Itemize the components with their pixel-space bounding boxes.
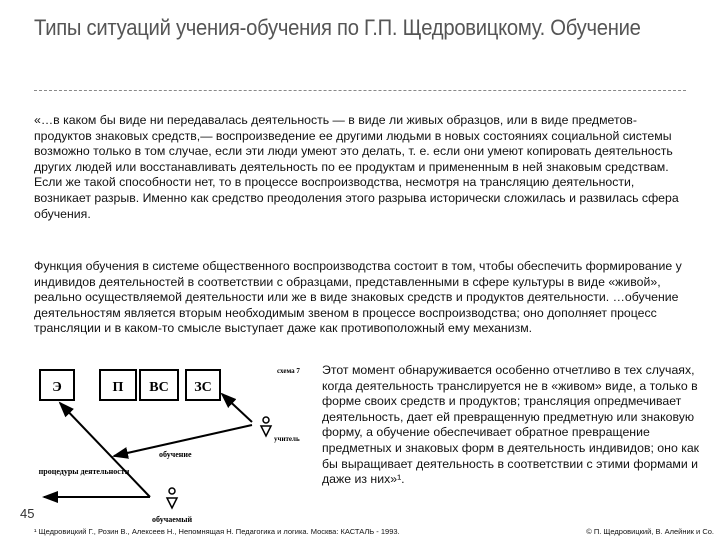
quote-paragraph-1: «…в каком бы виде ни передавалась деятельность — в виде ли живых образцов, или в виде предметов-продуктов знаковых средств,— воспроизведение ее другими людьми в новых состояниях социальной системы возможно только в том случае, если эти люди умеют это делать, т. е. если они умеют копировать деятельность других людей или восстанавливать деятельность по ее продуктам и примененным в ней знаковым средствам. Если же такой способности нет, то в процессе воспроизводства, несмотря на трансляцию деятельности, возникает разрыв. Именно как средство преодоления этого разрыва исторически сложилась и развилась сфера обучения.	[34, 113, 679, 221]
quote-paragraph-2: Функция обучения в системе общественного воспроизводства состоит в том, чтобы обеспечить формирование у индивидов деятельностей в соответствии с образцами, представленными в сфере культуры в виде «живой», реально осуществляемой деятельности или же в виде знаковых средств и продуктов деятельности. …обучение деятельностям является вторым необходимым звеном в процессе воспроизводства; оно дополняет процесс трансляции и в каком-то смысле выступает даже как противоположный ему механизм.	[34, 259, 682, 336]
box-e	[40, 370, 74, 400]
title-divider	[34, 90, 686, 91]
scheme-label: схема 7	[277, 367, 300, 375]
teacher-figure-icon	[261, 417, 271, 436]
svg-text:ВС: ВС	[149, 380, 169, 395]
learner-figure-icon	[167, 488, 177, 508]
copyright: © П. Щедровицкий, В. Алейник и Со.	[586, 527, 714, 536]
svg-text:П: П	[112, 380, 124, 395]
arrow-teacher-to-zs	[222, 394, 252, 422]
scheme-diagram	[22, 358, 322, 528]
learning-label: обучение	[159, 450, 192, 459]
svg-text:ЗС: ЗС	[194, 380, 212, 395]
slide-title: Типы ситуаций учения-обучения по Г.П. Щедровицкому. Обучение	[34, 15, 641, 40]
learner-label: обучаемый	[152, 515, 193, 524]
box-vs	[140, 370, 178, 400]
page-number: 45	[20, 506, 35, 521]
procedures-label: процедуры деятельности	[38, 467, 130, 476]
footnote: ¹ Щедровицкий Г., Розин В., Алексеев Н., Непомнящая Н. Педагогика и логика. Москва: КАСТАЛЬ - 1993.	[34, 527, 400, 536]
svg-text:Э: Э	[52, 380, 62, 395]
box-p	[100, 370, 136, 400]
quote-paragraph-3: Этот момент обнаруживается особенно отчетливо в тех случаях, когда деятельность транслируется не в «живом» виде, а только в форме своих средств и продуктов; трансляция опредмечивает деятельность, дает ей превращенную предметную или знаковую форму, а обучение обеспечивает обратное превращение предметных и знаковых форм в деятельность индивидов; оно как бы выращивает деятельность в соответствии с этими формами и даже из них»¹.	[322, 363, 700, 487]
box-zs	[186, 370, 220, 400]
teacher-label: учитель	[274, 435, 300, 443]
